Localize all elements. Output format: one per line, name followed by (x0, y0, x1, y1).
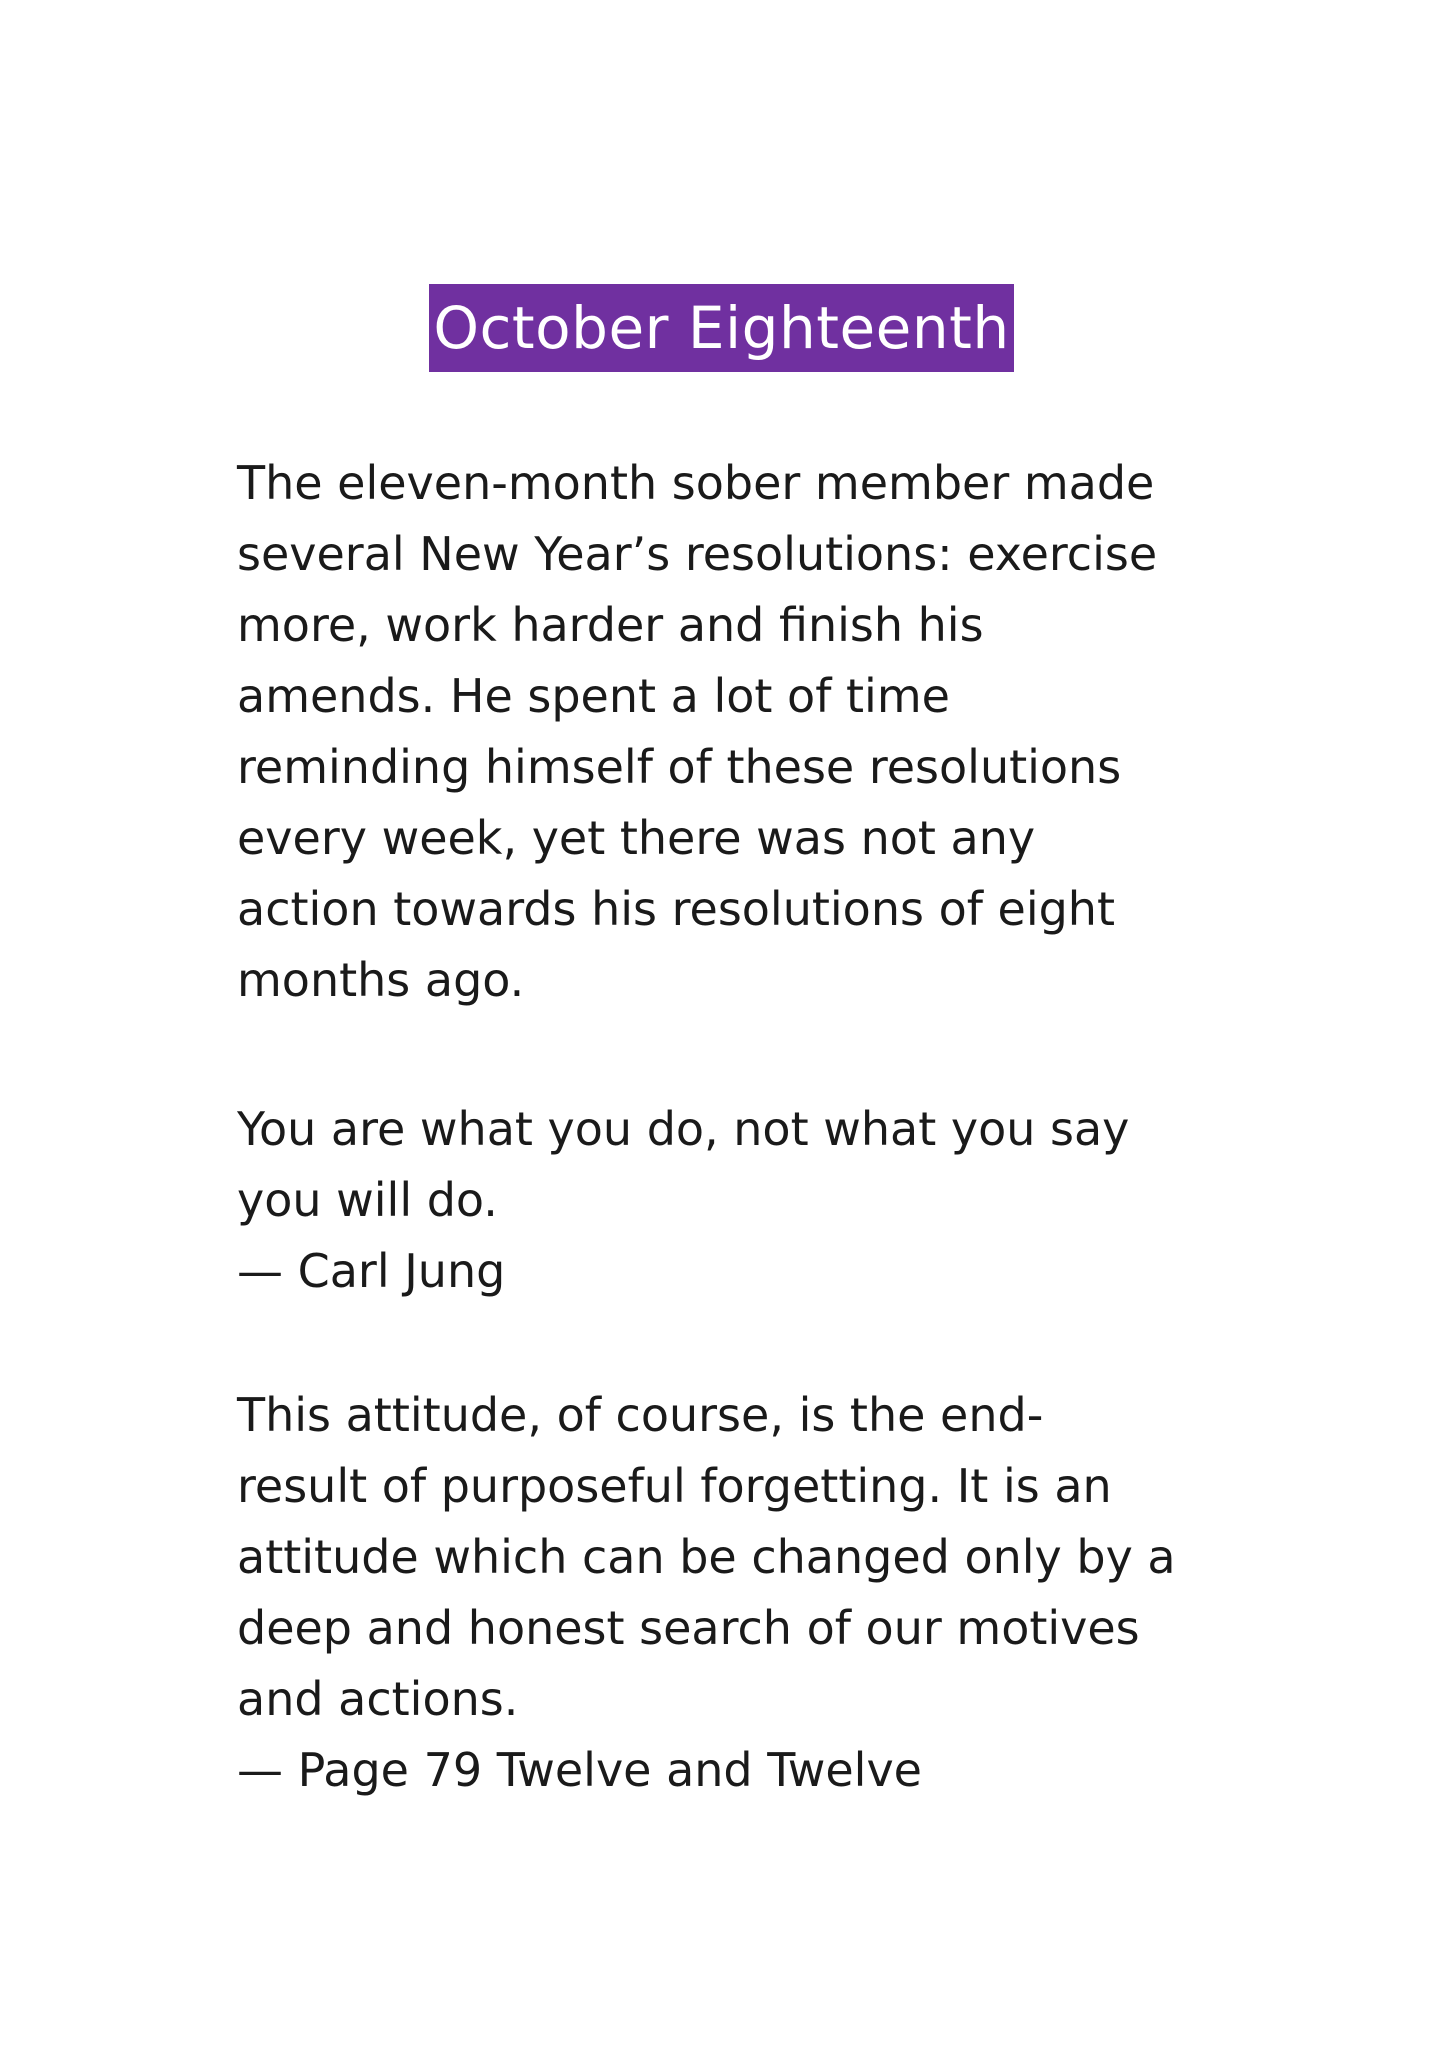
reflection-paragraph: This attitude, of course, is the end- result of purposeful forgetting. It is an attitude which can be changed only by a deep and honest search of our motives and actions. — Page 79 Twelve and Twelve (237, 1388, 1176, 1797)
quote-paragraph: You are what you do, not what you say you will do. — Carl Jung (237, 1102, 1130, 1298)
story-paragraph: The eleven-month sober member made several New Year’s resolutions: exercise more, work harder and finish his amends. He spent a lot of time reminding himself of these resolutions every week, yet there was not any action towards his resolutions of eight months ago. (237, 456, 1158, 1007)
page-title: October Eighteenth (429, 284, 1013, 372)
title-container (0, 284, 1443, 372)
